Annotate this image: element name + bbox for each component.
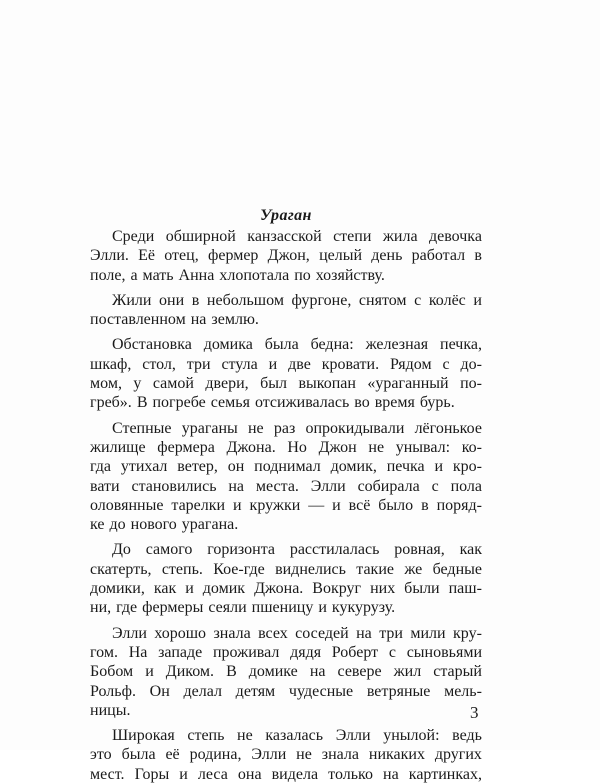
word: мель- xyxy=(444,682,482,700)
word: три xyxy=(379,624,403,642)
word: в xyxy=(191,291,200,309)
text-line xyxy=(90,310,482,329)
word: севере xyxy=(337,663,382,681)
word: В xyxy=(136,394,148,412)
word: хорошо xyxy=(154,624,207,642)
word: кру- xyxy=(453,624,482,642)
word: детям xyxy=(235,682,276,700)
word: домики, xyxy=(90,580,145,598)
word: же xyxy=(404,560,423,578)
word: Но xyxy=(287,438,307,456)
word: Джона. xyxy=(226,438,276,456)
word: ветряные xyxy=(366,682,431,700)
word: ветер, xyxy=(177,458,218,476)
word: ко- xyxy=(461,438,482,456)
paragraph xyxy=(90,227,482,285)
word: Рольф. xyxy=(90,682,136,700)
word: сеяли xyxy=(208,599,247,617)
word: Степные xyxy=(112,419,172,437)
word: До xyxy=(112,541,131,559)
word: гом. xyxy=(90,643,118,661)
word: две xyxy=(288,355,311,373)
word: колёс xyxy=(428,291,466,309)
word: кукурузу. xyxy=(331,599,396,617)
word: мили xyxy=(410,624,446,642)
word: мом, xyxy=(90,375,122,393)
text-line xyxy=(90,438,482,457)
text-line xyxy=(90,266,482,285)
text-block xyxy=(90,207,482,784)
word: жила xyxy=(382,228,418,245)
word: её xyxy=(165,746,180,764)
text-line xyxy=(90,515,482,534)
word: степь. xyxy=(161,560,203,578)
text-line xyxy=(90,419,482,438)
word: скатерть, xyxy=(90,560,152,578)
word: только xyxy=(328,765,373,783)
word: Он xyxy=(149,682,170,700)
word: как xyxy=(153,580,177,598)
word: Обстановка xyxy=(112,336,192,354)
word: три xyxy=(186,355,211,373)
word: такие xyxy=(356,560,394,578)
word: домик xyxy=(202,580,246,598)
word: Бобом xyxy=(90,663,134,681)
word: с xyxy=(414,291,422,309)
word: Среди xyxy=(112,228,155,245)
word: и xyxy=(179,765,188,783)
text-line xyxy=(90,726,482,745)
paragraph xyxy=(90,624,482,720)
word: Джона. xyxy=(254,580,304,598)
word: — xyxy=(308,496,325,514)
word: собирала xyxy=(357,477,420,495)
word: по- xyxy=(460,375,482,393)
word: с xyxy=(442,355,450,373)
word: работал xyxy=(411,247,466,265)
word: унывал: xyxy=(395,438,451,456)
word: домик, xyxy=(330,458,377,476)
text-line xyxy=(90,745,482,764)
word: соседей xyxy=(295,624,349,642)
word: Кое-где xyxy=(213,560,265,578)
word: и xyxy=(185,580,194,598)
word: казалась xyxy=(265,727,324,745)
word: утихал xyxy=(120,458,168,476)
word: пола xyxy=(450,477,482,495)
word: жилище xyxy=(90,438,146,456)
word: день xyxy=(371,247,403,265)
text-line xyxy=(90,765,482,784)
word: степи xyxy=(333,228,372,245)
word: Элли. xyxy=(90,247,129,265)
word: до xyxy=(109,516,126,534)
word: Её xyxy=(138,247,156,265)
word: картинках, xyxy=(408,765,482,783)
word: родина, xyxy=(189,746,242,764)
word: отсиживалась xyxy=(254,394,350,412)
page-number: 3 xyxy=(470,703,479,722)
word: и xyxy=(145,663,154,681)
word: на xyxy=(190,311,207,329)
word: унылой: xyxy=(383,727,440,745)
text-line xyxy=(90,682,482,701)
word: других xyxy=(434,746,482,764)
word: мать xyxy=(142,266,174,284)
word: знала xyxy=(213,624,251,642)
word: девочка xyxy=(428,228,482,245)
word: был xyxy=(260,375,287,393)
word: а xyxy=(130,266,138,284)
word: Элли xyxy=(335,727,371,745)
text-line xyxy=(90,355,482,374)
word: с xyxy=(388,643,396,661)
word: виднелись xyxy=(275,560,346,578)
word: семья xyxy=(210,394,250,412)
word: где xyxy=(116,599,138,617)
word: как xyxy=(459,541,482,559)
word: проживал xyxy=(212,643,280,661)
text-line xyxy=(90,643,482,662)
word: на xyxy=(228,477,245,495)
word: кро- xyxy=(452,458,482,476)
word: никаких xyxy=(368,746,425,764)
word: не xyxy=(296,746,312,764)
word: во xyxy=(354,394,370,412)
word: отец, xyxy=(164,247,199,265)
word: не xyxy=(247,419,264,437)
paragraph xyxy=(90,419,482,535)
word: Элли xyxy=(310,477,346,495)
word: паш- xyxy=(448,580,482,598)
word: кровати. xyxy=(321,355,380,373)
word: печка, xyxy=(440,336,482,354)
word: обширной xyxy=(165,228,236,245)
word: мест. xyxy=(90,765,125,783)
word: «ураганный xyxy=(367,375,449,393)
word: железная xyxy=(365,336,429,354)
word: леса xyxy=(197,765,228,783)
word: и xyxy=(473,291,482,309)
word: снятом xyxy=(358,291,407,309)
word: печка xyxy=(386,458,425,476)
text-line xyxy=(90,227,482,246)
word: горизонта xyxy=(207,541,276,559)
word: шкаф, xyxy=(90,355,132,373)
word: кружки xyxy=(249,496,301,514)
word: видела xyxy=(271,765,319,783)
word: ровная, xyxy=(394,541,445,559)
word: всё xyxy=(348,496,371,514)
paragraph xyxy=(90,540,482,617)
word: на xyxy=(383,765,399,783)
word: места. xyxy=(255,477,299,495)
word: старый xyxy=(433,663,482,681)
word: фермеры xyxy=(142,599,204,617)
word: фургоне, xyxy=(291,291,352,309)
text-line xyxy=(90,477,482,496)
word: опрокидывали xyxy=(305,419,405,437)
word: дядя xyxy=(290,643,322,661)
word: выкопан xyxy=(298,375,356,393)
word: не xyxy=(237,727,253,745)
word: бедные xyxy=(432,560,482,578)
text-line xyxy=(90,662,482,681)
word: Джон, xyxy=(267,247,310,265)
word: самого xyxy=(145,541,193,559)
word: бурь. xyxy=(419,394,455,412)
word: всех xyxy=(258,624,288,642)
text-line xyxy=(90,374,482,393)
word: он xyxy=(227,458,245,476)
word: Рядом xyxy=(389,355,432,373)
word: стула xyxy=(221,355,258,373)
word: не xyxy=(368,438,385,456)
word: было xyxy=(378,496,414,514)
text-line xyxy=(90,246,482,265)
word: расстилалась xyxy=(289,541,380,559)
word: жил xyxy=(393,663,422,681)
text-line xyxy=(90,598,482,617)
chapter-title: Ураган xyxy=(260,207,312,224)
word: фермер xyxy=(207,247,259,265)
word: канзасской xyxy=(247,228,322,245)
word: была xyxy=(121,746,156,764)
word: Вокруг xyxy=(312,580,362,598)
word: делал xyxy=(183,682,222,700)
word: на xyxy=(309,663,326,681)
body-text xyxy=(90,227,482,784)
word: была xyxy=(264,336,299,354)
word: и xyxy=(268,355,278,373)
word: раз xyxy=(273,419,296,437)
word: поставленном xyxy=(90,311,186,329)
text-line xyxy=(90,701,482,720)
word: поле, xyxy=(90,266,126,284)
word: нового xyxy=(130,516,177,534)
word: хозяйству. xyxy=(315,266,385,284)
text-line xyxy=(90,624,482,643)
word: оловянные xyxy=(90,496,164,514)
word: домика xyxy=(203,336,253,354)
word: самой xyxy=(152,375,194,393)
word: фермера xyxy=(157,438,215,456)
word: пшеницу xyxy=(251,599,314,617)
word: бедна: xyxy=(310,336,354,354)
word: Анна xyxy=(178,266,215,284)
paragraph xyxy=(90,335,482,412)
word: до- xyxy=(460,355,482,373)
word: двери, xyxy=(205,375,249,393)
word: время xyxy=(374,394,415,412)
word: погребе xyxy=(152,394,206,412)
word: ни, xyxy=(90,599,112,617)
word: поряд- xyxy=(436,496,482,514)
word: чудесные xyxy=(288,682,354,700)
text-line xyxy=(90,540,482,559)
word: ке xyxy=(90,516,105,534)
paragraph xyxy=(90,726,482,784)
text-line xyxy=(90,291,482,310)
text-line xyxy=(90,496,482,515)
word: с xyxy=(431,477,439,495)
word: Джон xyxy=(318,438,357,456)
text-line xyxy=(90,579,482,598)
word: ницы. xyxy=(90,701,131,719)
word: хлопотала xyxy=(219,266,290,284)
word: она xyxy=(237,765,262,783)
word: небольшом xyxy=(206,291,284,309)
word: становились xyxy=(131,477,217,495)
word: и xyxy=(332,496,341,514)
word: них xyxy=(370,580,396,598)
text-line xyxy=(90,560,482,579)
word: Широкая xyxy=(112,727,175,745)
word: западе xyxy=(158,643,203,661)
word: сыновьями xyxy=(406,643,482,661)
word: Элли xyxy=(112,624,147,642)
word: Горы xyxy=(134,765,170,783)
word: греб». xyxy=(90,394,132,412)
word: тарелки xyxy=(171,496,226,514)
word: ведь xyxy=(452,727,482,745)
word: они xyxy=(159,291,185,309)
word: степь xyxy=(187,727,225,745)
word: и xyxy=(434,458,444,476)
word: стол, xyxy=(142,355,176,373)
word: Роберт xyxy=(331,643,379,661)
word: это xyxy=(90,746,112,764)
text-line xyxy=(90,457,482,476)
word: на xyxy=(356,624,372,642)
word: знала xyxy=(321,746,359,764)
word: в xyxy=(474,247,482,265)
paragraph xyxy=(90,291,482,330)
text-line xyxy=(90,393,482,412)
word: поднимал xyxy=(254,458,321,476)
word: гда xyxy=(90,458,112,476)
word: Жили xyxy=(112,291,152,309)
word: урагана. xyxy=(181,516,239,534)
word: лёгонькое xyxy=(414,419,482,437)
word: В xyxy=(226,663,237,681)
word: по xyxy=(294,266,311,284)
word: Элли xyxy=(251,746,287,764)
word: были xyxy=(404,580,440,598)
word: в xyxy=(421,496,429,514)
word: землю. xyxy=(211,311,259,329)
word: у xyxy=(133,375,142,393)
word: и xyxy=(318,599,327,617)
word: вати xyxy=(90,477,120,495)
text-line xyxy=(90,335,482,354)
word: Диком. xyxy=(165,663,215,681)
word: домике xyxy=(248,663,298,681)
word: ураганы xyxy=(181,419,238,437)
word: целый xyxy=(319,247,363,265)
word: и xyxy=(233,496,242,514)
word: На xyxy=(128,643,148,661)
